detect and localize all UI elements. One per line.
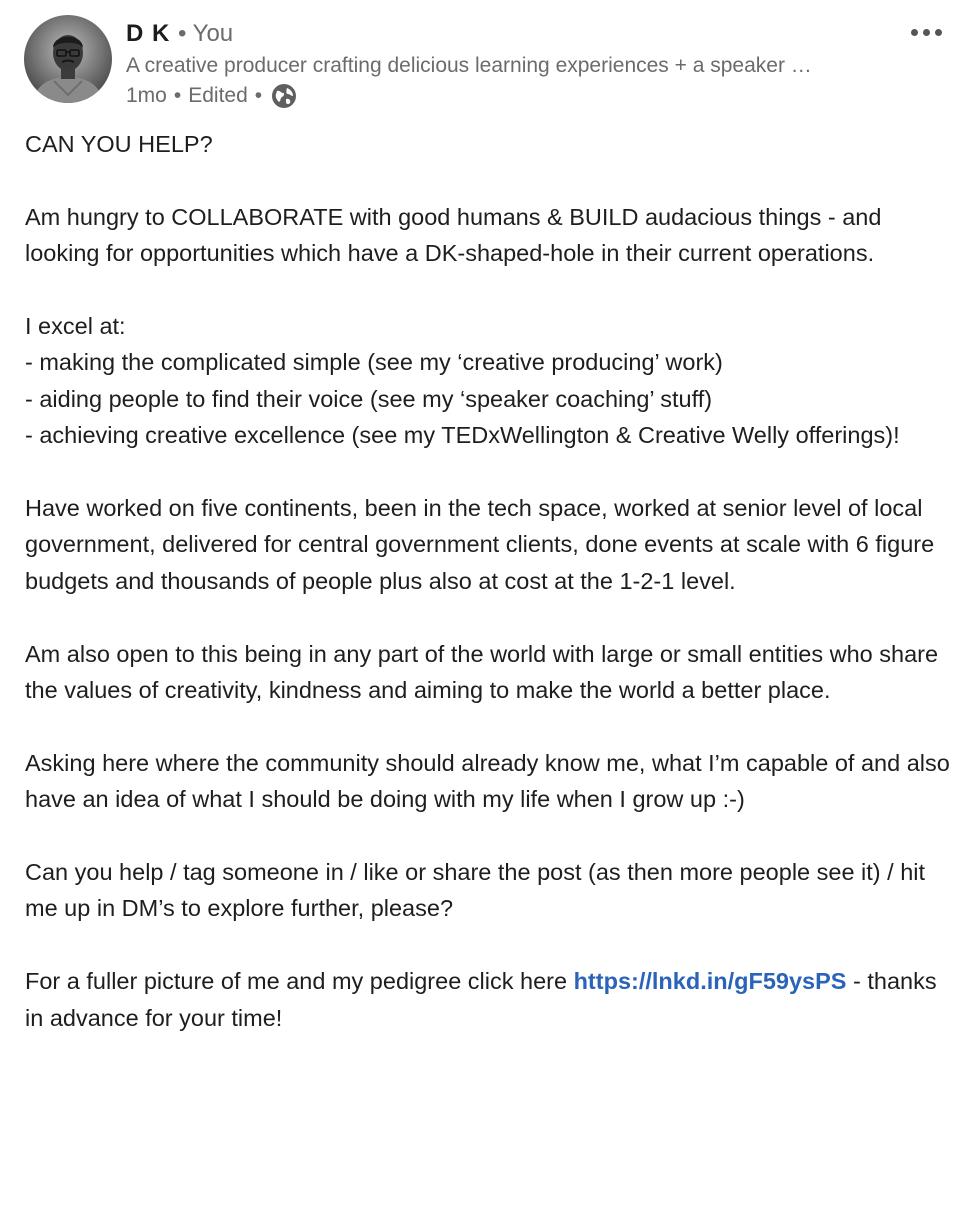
more-horizontal-icon	[911, 29, 918, 36]
meta-separator: •	[254, 84, 263, 107]
meta-separator: •	[173, 84, 182, 107]
post-paragraph: Have worked on five continents, been in the tech space, worked at senior level of local government, delivered for central government clients, done events at scale with 6 figure budgets and thousands of people plus also at cost at the 1-2-1 level.	[25, 495, 935, 594]
avatar[interactable]	[24, 15, 112, 103]
post-body	[25, 126, 950, 1036]
author-headline: A creative producer crafting delicious learning experiences + a speaker …	[126, 54, 812, 77]
post-paragraph: Am hungry to COLLABORATE with good humans & BUILD audacious things - and looking for opportunities which have a DK-shaped-hole in their current operations.	[25, 203, 882, 267]
globe-icon	[271, 83, 297, 109]
excel-item: - making the complicated simple (see my ‘creative producing’ work)	[25, 349, 723, 376]
more-horizontal-icon-dot	[935, 29, 942, 36]
more-options-button[interactable]	[902, 20, 950, 44]
excel-intro: I excel at:	[25, 313, 126, 339]
profile-link[interactable]: https://lnkd.in/gF59ysPS	[573, 968, 847, 995]
post-heading: CAN YOU HELP?	[25, 131, 213, 157]
closing-text-before: For a fuller picture of me and my pedigree click here	[25, 968, 574, 995]
post-paragraph: Can you help / tag someone in / like or share the post (as then more people see it) / hit me up in DM’s to explore further, please?	[25, 859, 926, 922]
post-paragraph: Am also open to this being in any part of the world with large or small entities who share the values of creativity, kindness and aiming to make the world a better place.	[25, 640, 939, 704]
avatar-photo	[24, 15, 112, 103]
post-paragraph: Asking here where the community should already know me, what I’m capable of and also have an idea of what I should be doing with my life when I grow up :-)	[25, 749, 950, 813]
post-meta	[126, 82, 297, 110]
connection-degree: • You	[178, 20, 234, 47]
post-time: 1mo	[126, 84, 167, 107]
author-name[interactable]: D K	[126, 20, 171, 47]
closing-text-after: - thanks in advance for your time!	[25, 968, 937, 1031]
excel-section	[25, 308, 950, 454]
edited-label: Edited	[188, 84, 248, 107]
post-paragraph-closing	[25, 963, 950, 1036]
more-horizontal-icon-dot	[923, 29, 930, 36]
excel-item: - achieving creative excellence (see my TEDxWellington & Creative Welly offerings)!	[25, 422, 900, 449]
excel-item: - aiding people to find their voice (see my ‘speaker coaching’ stuff)	[25, 385, 713, 412]
